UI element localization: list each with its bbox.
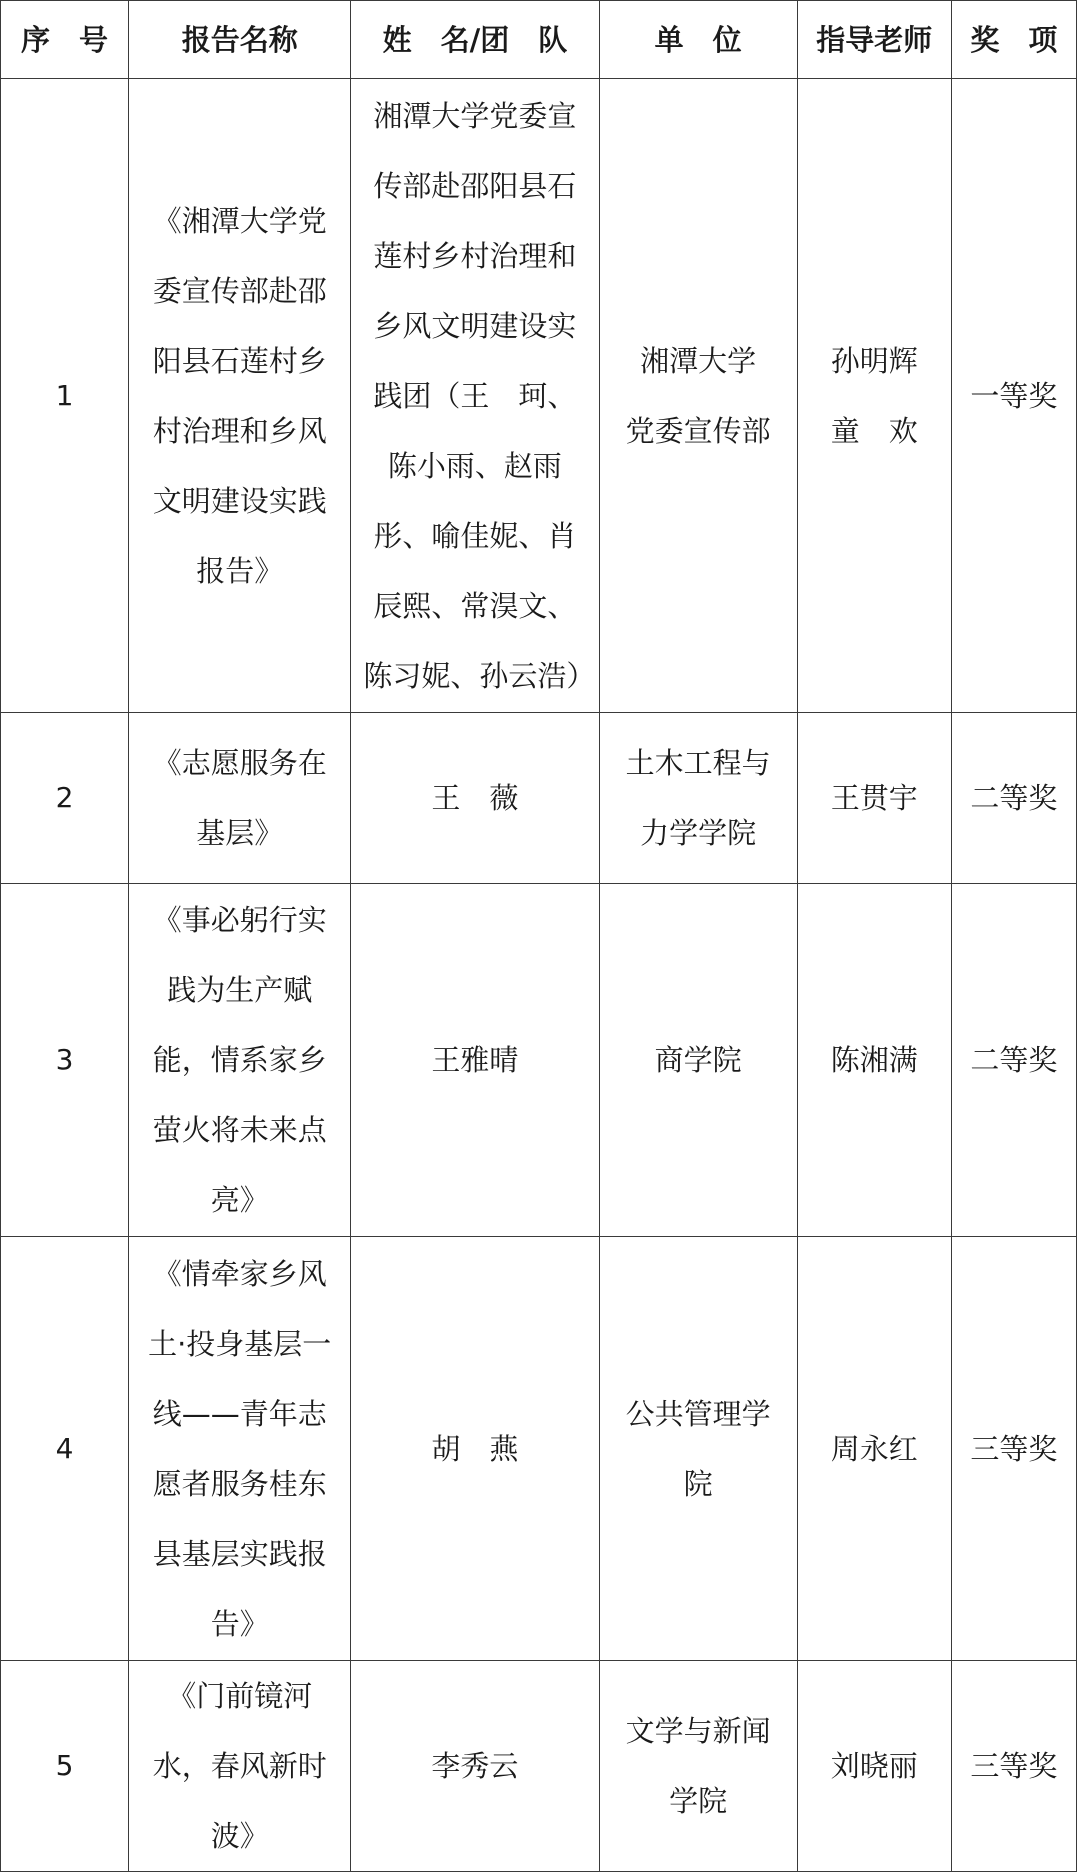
cell-award: 二等奖 <box>951 713 1076 884</box>
table-row <box>1 1661 1077 1872</box>
cell-advisor: 王贯宇 <box>797 713 951 884</box>
cell-name-team: 胡 燕 <box>351 1237 599 1661</box>
cell-award: 三等奖 <box>951 1661 1076 1872</box>
cell-unit: 商学院 <box>599 884 797 1237</box>
cell-report-title: 《情牵家乡风土·投身基层一线——青年志愿者服务桂东县基层实践报告》 <box>129 1237 351 1661</box>
cell-unit: 文学与新闻学院 <box>599 1661 797 1872</box>
cell-report-title: 《事必躬行实践为生产赋能，情系家乡萤火将未来点亮》 <box>129 884 351 1237</box>
cell-advisor: 陈湘满 <box>797 884 951 1237</box>
table-row <box>1 1237 1077 1661</box>
cell-unit: 湘潭大学 党委宣传部 <box>599 79 797 713</box>
cell-advisor: 孙明辉 童 欢 <box>797 79 951 713</box>
cell-report-title: 《门前镜河水，春风新时波》 <box>129 1661 351 1872</box>
table-row <box>1 884 1077 1237</box>
cell-name-team: 湘潭大学党委宣传部赴邵阳县石莲村乡村治理和乡风文明建设实践团（王 珂、陈小雨、赵雨彤、喻佳妮、肖辰熙、常淏文、陈习妮、孙云浩） <box>351 79 599 713</box>
table-header-row <box>1 1 1077 79</box>
cell-unit: 公共管理学院 <box>599 1237 797 1661</box>
table-row <box>1 79 1077 713</box>
cell-name-team: 王雅晴 <box>351 884 599 1237</box>
cell-number: 4 <box>1 1237 129 1661</box>
cell-name-team: 李秀云 <box>351 1661 599 1872</box>
header-unit: 单 位 <box>599 1 797 79</box>
header-name-team: 姓 名/团 队 <box>351 1 599 79</box>
header-advisor: 指导老师 <box>797 1 951 79</box>
cell-unit: 土木工程与力学学院 <box>599 713 797 884</box>
cell-report-title: 《志愿服务在基层》 <box>129 713 351 884</box>
cell-award: 二等奖 <box>951 884 1076 1237</box>
table-row <box>1 713 1077 884</box>
cell-name-team: 王 薇 <box>351 713 599 884</box>
cell-number: 1 <box>1 79 129 713</box>
cell-advisor: 刘晓丽 <box>797 1661 951 1872</box>
cell-advisor: 周永红 <box>797 1237 951 1661</box>
header-report-title: 报告名称 <box>129 1 351 79</box>
cell-award: 一等奖 <box>951 79 1076 713</box>
header-award: 奖 项 <box>951 1 1076 79</box>
cell-award: 三等奖 <box>951 1237 1076 1661</box>
cell-report-title: 《湘潭大学党委宣传部赴邵阳县石莲村乡村治理和乡风文明建设实践报告》 <box>129 79 351 713</box>
cell-number: 5 <box>1 1661 129 1872</box>
cell-number: 3 <box>1 884 129 1237</box>
header-number: 序 号 <box>1 1 129 79</box>
cell-number: 2 <box>1 713 129 884</box>
